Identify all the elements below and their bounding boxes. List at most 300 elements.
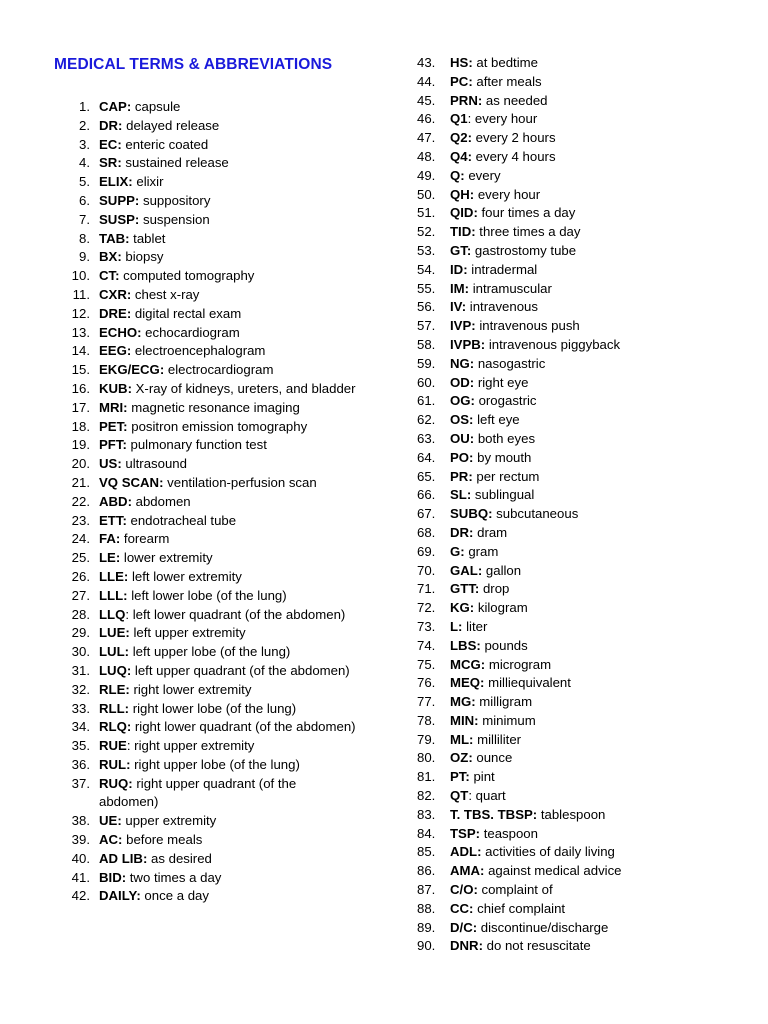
item-abbreviation: PFT:	[99, 437, 127, 453]
item-number: 44.	[417, 73, 436, 89]
item-text	[450, 92, 717, 111]
list-item	[417, 261, 717, 280]
list-item	[417, 656, 717, 675]
list-item	[417, 862, 717, 881]
item-number: 64.	[417, 449, 436, 465]
list-item	[66, 399, 356, 418]
item-abbreviation: KUB:	[99, 380, 132, 396]
item-abbreviation: T. TBS. TBSP:	[450, 806, 538, 822]
item-definition: positron emission tomography	[127, 418, 308, 434]
item-text	[99, 380, 356, 399]
item-abbreviation: IV:	[450, 299, 467, 315]
item-number: 67.	[417, 506, 436, 522]
item-abbreviation: IM:	[450, 280, 470, 296]
item-abbreviation: PC:	[450, 73, 473, 89]
item-definition: every hour	[474, 186, 541, 202]
item-definition: magnetic resonance imaging	[127, 399, 300, 415]
item-number: 40.	[71, 850, 90, 866]
item-number: 19.	[71, 437, 90, 453]
item-text	[450, 637, 717, 656]
list-item	[66, 643, 356, 662]
item-text	[99, 756, 356, 775]
list-item	[66, 474, 356, 493]
item-definition: nasogastric	[474, 355, 546, 371]
list-item	[417, 580, 717, 599]
item-number: 84.	[417, 825, 436, 841]
item-text	[99, 530, 356, 549]
item-number: 17.	[71, 399, 90, 415]
item-abbreviation: ETT:	[99, 512, 127, 528]
item-abbreviation: LUQ:	[99, 662, 132, 678]
item-abbreviation: MG:	[450, 694, 476, 710]
item-text	[450, 430, 717, 449]
item-text	[450, 900, 717, 919]
list-item	[66, 98, 356, 117]
list-item	[417, 411, 717, 430]
item-number: 49.	[417, 167, 436, 183]
item-abbreviation: EKG/ECG:	[99, 362, 165, 378]
item-definition: electrocardiogram	[164, 362, 274, 378]
item-definition: computed tomography	[119, 268, 255, 284]
item-abbreviation: PET:	[99, 418, 128, 434]
item-definition: pulmonary function test	[126, 437, 267, 453]
item-definition: before meals	[122, 832, 203, 848]
item-text	[99, 624, 356, 643]
item-abbreviation: KG:	[450, 600, 475, 616]
item-number: 1.	[79, 99, 90, 114]
item-abbreviation: TAB:	[99, 230, 130, 246]
item-number: 2.	[79, 117, 90, 133]
item-number: 22.	[71, 493, 90, 509]
list-item	[66, 230, 356, 249]
item-abbreviation: QID:	[450, 205, 478, 221]
item-definition: right upper quadrant (of the abdomen)	[99, 775, 297, 810]
item-text	[99, 718, 356, 737]
item-definition: left lower extremity	[128, 568, 242, 584]
item-definition: left upper extremity	[129, 625, 246, 641]
item-text	[99, 455, 356, 474]
list-item	[417, 505, 717, 524]
item-text	[99, 512, 356, 531]
item-text	[99, 305, 356, 324]
item-number: 78.	[417, 712, 436, 728]
item-text	[450, 204, 717, 223]
item-abbreviation: NG:	[450, 355, 475, 371]
list-item	[66, 361, 356, 380]
item-number: 86.	[417, 863, 436, 879]
item-number: 80.	[417, 750, 436, 766]
item-text	[99, 606, 356, 625]
item-number: 53.	[417, 242, 436, 258]
list-item	[66, 850, 356, 869]
item-text	[450, 543, 717, 562]
item-abbreviation: DNR:	[450, 938, 483, 954]
item-abbreviation: DR:	[450, 524, 474, 540]
item-definition: at bedtime	[472, 55, 538, 70]
list-item	[66, 324, 356, 343]
item-number: 55.	[417, 280, 436, 296]
item-definition: right lower lobe (of the lung)	[129, 700, 297, 716]
item-text	[99, 643, 356, 662]
item-text	[450, 881, 717, 900]
item-text	[99, 474, 356, 493]
item-number: 11.	[72, 286, 90, 302]
item-text	[450, 411, 717, 430]
item-abbreviation: SUBQ:	[450, 506, 493, 522]
list-item	[66, 305, 356, 324]
item-number: 28.	[71, 606, 90, 622]
item-abbreviation: PR:	[450, 468, 473, 484]
list-item	[417, 599, 717, 618]
item-abbreviation: DR:	[99, 117, 123, 133]
item-abbreviation: OS:	[450, 412, 474, 428]
item-abbreviation: RUE	[99, 738, 127, 754]
item-text	[450, 524, 717, 543]
item-number: 69.	[417, 543, 436, 559]
list-item	[66, 248, 356, 267]
item-abbreviation: GT:	[450, 242, 472, 258]
list-item	[417, 486, 717, 505]
item-definition: chief complaint	[473, 900, 566, 916]
item-definition: echocardiogram	[141, 324, 240, 340]
item-abbreviation: CXR:	[99, 286, 132, 302]
item-abbreviation: GAL:	[450, 562, 483, 578]
item-abbreviation: L:	[450, 618, 463, 634]
item-text	[450, 73, 717, 92]
item-definition: ventilation-perfusion scan	[163, 474, 317, 490]
list-item	[417, 881, 717, 900]
list-item	[417, 129, 717, 148]
item-abbreviation: OU:	[450, 430, 475, 446]
list-item	[417, 731, 717, 750]
item-definition: tablespoon	[537, 806, 606, 822]
item-abbreviation: CAP:	[99, 99, 132, 114]
item-text	[99, 192, 356, 211]
item-definition: : quart	[468, 788, 506, 804]
list-item	[66, 887, 356, 906]
list-item	[66, 342, 356, 361]
item-number: 30.	[71, 644, 90, 660]
item-number: 16.	[71, 380, 90, 396]
item-text	[450, 919, 717, 938]
item-abbreviation: EEG:	[99, 343, 132, 359]
item-number: 14.	[71, 343, 90, 359]
list-item	[66, 136, 356, 155]
list-item	[417, 693, 717, 712]
item-definition: : every hour	[467, 111, 538, 127]
item-abbreviation: OD:	[450, 374, 475, 390]
item-definition: suppository	[139, 192, 211, 208]
item-abbreviation: D/C:	[450, 919, 478, 935]
list-item	[417, 674, 717, 693]
item-number: 79.	[417, 731, 436, 747]
item-definition: delayed release	[122, 117, 220, 133]
item-definition: intradermal	[467, 261, 538, 277]
item-number: 8.	[79, 230, 90, 246]
item-abbreviation: SR:	[99, 155, 122, 171]
item-number: 20.	[71, 456, 90, 472]
item-abbreviation: RLL:	[99, 700, 130, 716]
list-item	[417, 186, 717, 205]
item-number: 10.	[71, 268, 90, 284]
item-abbreviation: VQ SCAN:	[99, 474, 164, 490]
item-definition: complaint of	[477, 882, 553, 898]
list-item	[417, 524, 717, 543]
item-text	[450, 843, 717, 862]
list-item	[66, 549, 356, 568]
list-item	[66, 173, 356, 192]
item-abbreviation: LLQ	[99, 606, 126, 622]
item-text	[99, 361, 356, 380]
item-definition: capsule	[131, 99, 181, 114]
list-item	[417, 749, 717, 768]
item-abbreviation: ELIX:	[99, 174, 133, 190]
item-text	[99, 154, 356, 173]
list-item	[66, 455, 356, 474]
item-abbreviation: MEQ:	[450, 675, 485, 691]
item-definition: abdomen	[131, 493, 191, 509]
item-definition: by mouth	[473, 449, 532, 465]
item-text	[99, 681, 356, 700]
list-item	[66, 380, 356, 399]
item-number: 71.	[417, 581, 436, 597]
item-number: 25.	[71, 550, 90, 566]
list-item	[66, 756, 356, 775]
item-text	[450, 242, 717, 261]
item-abbreviation: QH:	[450, 186, 475, 202]
item-definition: right upper lobe (of the lung)	[130, 756, 300, 772]
item-abbreviation: IVPB:	[450, 336, 486, 352]
item-abbreviation: RLQ:	[99, 719, 132, 735]
item-definition: three times a day	[475, 224, 581, 240]
item-number: 52.	[417, 224, 436, 240]
item-definition: subcutaneous	[492, 506, 579, 522]
item-text	[450, 298, 717, 317]
item-abbreviation: OG:	[450, 393, 475, 409]
item-text	[450, 280, 717, 299]
page-title: MEDICAL TERMS & ABBREVIATIONS	[54, 56, 333, 73]
item-definition: left upper quadrant (of the abdomen)	[131, 662, 350, 678]
item-number: 60.	[417, 374, 436, 390]
item-abbreviation: IVP:	[450, 318, 476, 334]
list-item	[417, 336, 717, 355]
item-definition: discontinue/discharge	[477, 919, 609, 935]
item-definition: milliliter	[473, 731, 522, 747]
item-abbreviation: PO:	[450, 449, 474, 465]
item-text	[99, 324, 356, 343]
item-abbreviation: ABD:	[99, 493, 132, 509]
item-text	[450, 186, 717, 205]
item-number: 6.	[79, 192, 90, 208]
item-definition: as needed	[482, 92, 548, 108]
item-text	[99, 869, 356, 888]
item-number: 43.	[417, 55, 436, 70]
item-definition: minimum	[478, 712, 536, 728]
item-number: 38.	[71, 813, 90, 829]
list-item	[417, 298, 717, 317]
list-item	[417, 712, 717, 731]
item-number: 56.	[417, 299, 436, 315]
item-abbreviation: TSP:	[450, 825, 481, 841]
item-definition: intravenous	[466, 299, 538, 315]
item-text	[99, 662, 356, 681]
item-abbreviation: Q4:	[450, 148, 472, 164]
item-definition: gram	[464, 543, 499, 559]
item-abbreviation: BID:	[99, 869, 127, 885]
list-item	[417, 73, 717, 92]
list-item	[66, 418, 356, 437]
item-definition: activities of daily living	[481, 844, 615, 860]
item-definition: both eyes	[474, 430, 536, 446]
item-definition: upper extremity	[121, 813, 217, 829]
list-item	[66, 737, 356, 756]
list-item	[417, 54, 717, 73]
list-item	[66, 211, 356, 230]
item-number: 5.	[79, 174, 90, 190]
list-item	[417, 280, 717, 299]
item-definition: endotracheal tube	[126, 512, 237, 528]
item-number: 75.	[417, 656, 436, 672]
list-item	[417, 148, 717, 167]
item-number: 4.	[79, 155, 90, 171]
item-definition: left eye	[473, 412, 520, 428]
item-number: 42.	[71, 888, 90, 904]
item-abbreviation: RUQ:	[99, 775, 133, 791]
item-abbreviation: SUSP:	[99, 211, 140, 227]
item-abbreviation: OZ:	[450, 750, 473, 766]
item-text	[99, 812, 356, 831]
item-text	[450, 129, 717, 148]
item-text	[99, 230, 356, 249]
item-text	[450, 223, 717, 242]
item-number: 9.	[79, 249, 90, 265]
item-number: 63.	[417, 430, 436, 446]
item-text	[99, 737, 356, 756]
item-number: 7.	[79, 211, 90, 227]
item-text	[450, 825, 717, 844]
item-definition: sublingual	[471, 487, 535, 503]
item-number: 39.	[71, 832, 90, 848]
item-number: 3.	[79, 136, 90, 152]
list-item	[417, 937, 717, 956]
item-text	[450, 712, 717, 731]
item-abbreviation: MIN:	[450, 712, 479, 728]
item-definition: after meals	[472, 73, 542, 89]
item-definition: microgram	[485, 656, 552, 672]
item-number: 54.	[417, 261, 436, 277]
item-definition: sustained release	[121, 155, 229, 171]
list-item	[417, 562, 717, 581]
item-text	[99, 286, 356, 305]
list-item	[417, 768, 717, 787]
item-number: 76.	[417, 675, 436, 691]
item-number: 31.	[71, 662, 90, 678]
item-number: 88.	[417, 900, 436, 916]
item-number: 21.	[71, 474, 90, 490]
list-item	[417, 374, 717, 393]
list-item	[417, 223, 717, 242]
item-definition: every 4 hours	[471, 148, 556, 164]
list-item	[66, 624, 356, 643]
item-abbreviation: MRI:	[99, 399, 128, 415]
list-item	[417, 392, 717, 411]
item-text	[450, 787, 717, 806]
item-text	[99, 136, 356, 155]
item-definition: X-ray of kidneys, ureters, and bladder	[131, 380, 356, 396]
item-definition: intravenous push	[475, 318, 580, 334]
item-definition: as desired	[147, 850, 212, 866]
item-definition: ultrasound	[121, 456, 187, 472]
item-definition: : left lower quadrant (of the abdomen)	[125, 606, 346, 622]
item-text	[450, 599, 717, 618]
item-number: 37.	[71, 775, 90, 791]
item-text	[450, 374, 717, 393]
item-abbreviation: HS:	[450, 55, 473, 70]
list-item	[417, 825, 717, 844]
list-item	[66, 436, 356, 455]
item-text	[99, 850, 356, 869]
item-text	[450, 674, 717, 693]
item-number: 74.	[417, 637, 436, 653]
item-definition: right lower extremity	[129, 681, 252, 697]
item-abbreviation: LLE:	[99, 568, 129, 584]
item-definition: enteric coated	[121, 136, 209, 152]
item-number: 87.	[417, 882, 436, 898]
list-item	[417, 204, 717, 223]
item-text	[450, 486, 717, 505]
item-number: 83.	[417, 806, 436, 822]
item-abbreviation: LUL:	[99, 644, 130, 660]
list-item	[417, 919, 717, 938]
item-abbreviation: LUE:	[99, 625, 130, 641]
item-number: 82.	[417, 788, 436, 804]
item-text	[450, 355, 717, 374]
item-number: 27.	[71, 587, 90, 603]
item-definition: every	[464, 167, 501, 183]
list-item	[66, 831, 356, 850]
item-text	[450, 562, 717, 581]
item-abbreviation: US:	[99, 456, 122, 472]
item-number: 12.	[71, 305, 90, 321]
list-item	[66, 718, 356, 737]
item-number: 57.	[417, 318, 436, 334]
item-text	[450, 167, 717, 186]
item-abbreviation: SUPP:	[99, 192, 140, 208]
item-number: 51.	[417, 205, 436, 221]
item-definition: teaspoon	[480, 825, 538, 841]
item-text	[99, 436, 356, 455]
item-definition: gastrostomy tube	[471, 242, 577, 258]
item-text	[450, 148, 717, 167]
item-definition: orogastric	[474, 393, 537, 409]
item-definition: per rectum	[472, 468, 540, 484]
item-number: 77.	[417, 694, 436, 710]
item-definition: chest x-ray	[131, 286, 200, 302]
item-abbreviation: ADL:	[450, 844, 482, 860]
item-text	[99, 211, 356, 230]
item-definition: pounds	[480, 637, 528, 653]
item-definition: : right upper extremity	[126, 738, 255, 754]
item-definition: milliequivalent	[484, 675, 571, 691]
item-text	[99, 700, 356, 719]
list-item	[66, 606, 356, 625]
item-definition: kilogram	[474, 600, 528, 616]
item-number: 45.	[417, 92, 436, 108]
item-abbreviation: C/O:	[450, 882, 478, 898]
item-abbreviation: PT:	[450, 769, 470, 785]
item-text	[99, 98, 356, 117]
list-item	[417, 543, 717, 562]
